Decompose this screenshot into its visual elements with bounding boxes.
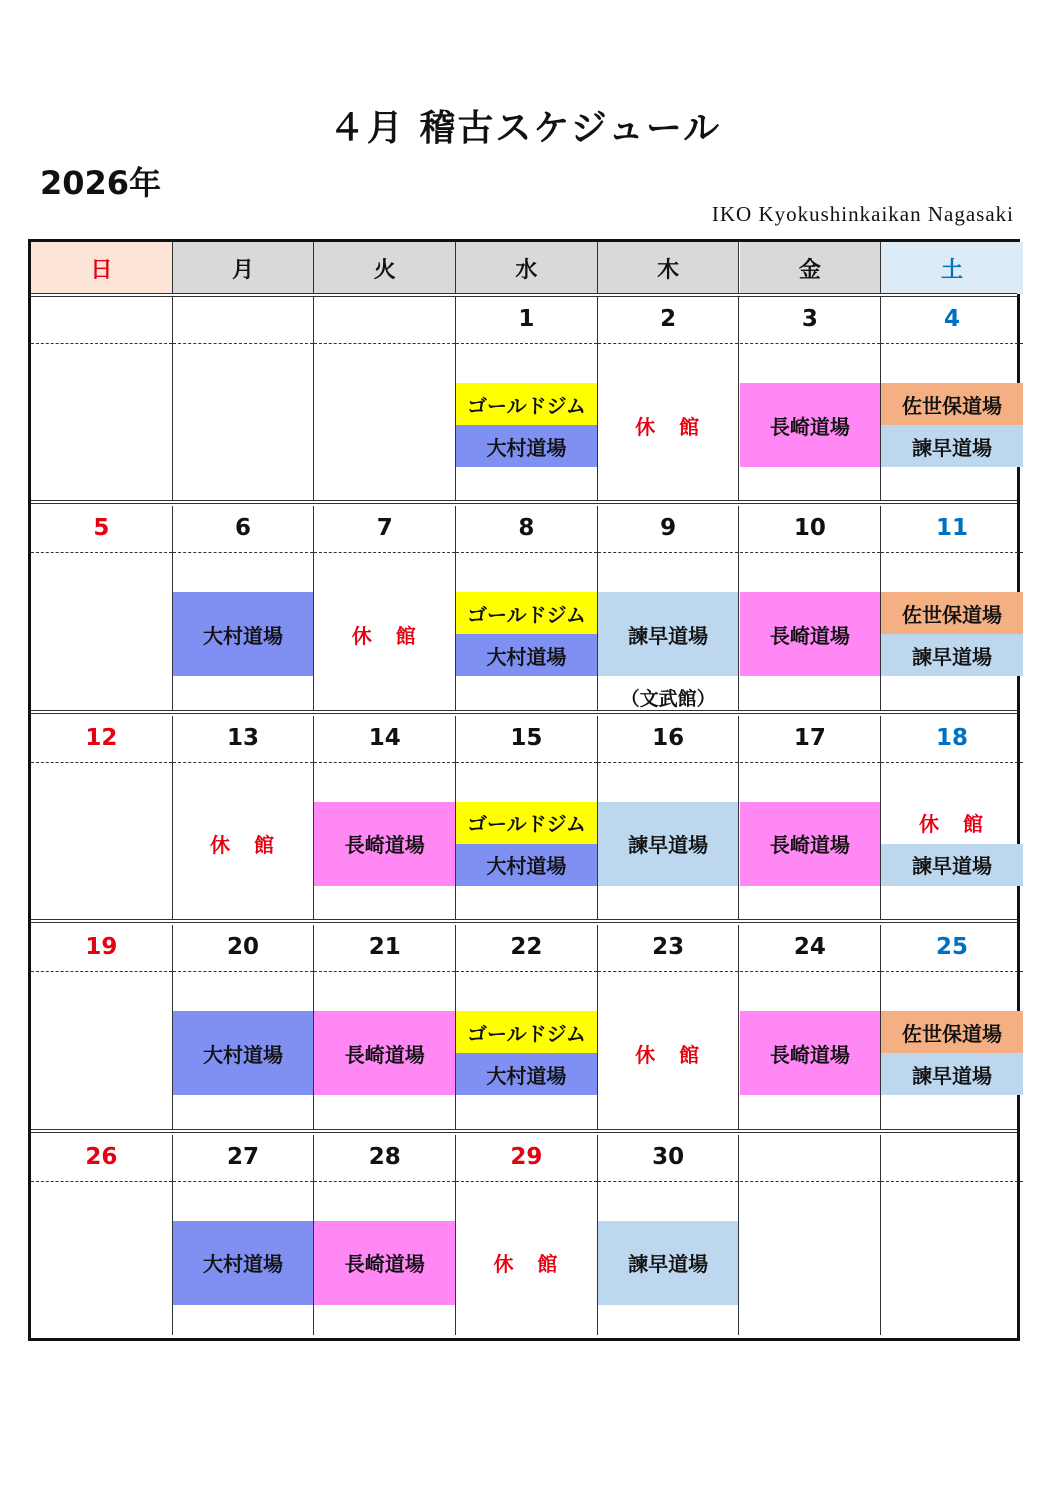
dojo-session: ゴールドジム <box>456 592 597 634</box>
dojo-session: 佐世保道場 <box>881 383 1023 425</box>
date-separator <box>314 971 455 972</box>
date-separator <box>598 1181 739 1182</box>
date-separator <box>173 1181 314 1182</box>
day-cell <box>31 925 173 1128</box>
day-cell <box>598 716 740 919</box>
day-cell <box>598 506 740 709</box>
dojo-session: 長崎道場 <box>740 802 881 886</box>
date-separator <box>31 343 172 344</box>
day-cell <box>31 297 173 500</box>
day-cell <box>456 506 598 709</box>
date-separator <box>456 343 597 344</box>
date-separator <box>740 762 881 763</box>
dojo-session: ゴールドジム <box>456 383 597 425</box>
day-number: 19 <box>85 934 118 961</box>
week-row <box>31 1135 1017 1344</box>
day-cell <box>881 925 1023 1128</box>
organization-name: IKO Kyokushinkaikan Nagasaki <box>711 202 1014 226</box>
day-number: 6 <box>235 515 252 542</box>
day-cell <box>598 297 740 500</box>
weekday-header: 日 <box>31 242 173 294</box>
date-separator <box>881 971 1023 972</box>
dojo-session: 諫早道場 <box>881 1053 1023 1095</box>
week-row <box>31 925 1017 1134</box>
date-separator <box>598 343 739 344</box>
day-cell <box>314 1135 456 1335</box>
day-cell <box>740 506 882 709</box>
day-number: 10 <box>793 515 826 542</box>
dojo-session: 諫早道場 <box>881 844 1023 886</box>
dojo-session: ゴールドジム <box>456 1011 597 1053</box>
day-cell <box>173 925 315 1128</box>
day-cell <box>173 506 315 709</box>
calendar-grid <box>28 239 1020 1341</box>
closed-label: 休 館 <box>351 623 418 648</box>
day-number: 23 <box>652 934 685 961</box>
day-cell <box>31 716 173 919</box>
dojo-session: 佐世保道場 <box>881 1011 1023 1053</box>
date-separator <box>314 343 455 344</box>
day-number: 11 <box>936 515 969 542</box>
day-number: 27 <box>227 1143 260 1170</box>
day-number: 17 <box>793 724 826 751</box>
date-separator <box>173 552 314 553</box>
day-number: 4 <box>944 306 961 332</box>
day-number: 8 <box>518 515 535 542</box>
day-number: 30 <box>652 1143 685 1170</box>
day-cell <box>31 506 173 709</box>
day-number: 13 <box>227 724 260 751</box>
day-number: 2 <box>660 306 677 332</box>
day-number: 21 <box>368 934 401 961</box>
dojo-session: 長崎道場 <box>740 383 881 467</box>
dojo-session: 大村道場 <box>456 844 597 886</box>
day-number: 29 <box>510 1143 543 1170</box>
day-cell <box>881 297 1023 500</box>
day-cell <box>881 1135 1023 1335</box>
day-cell <box>456 1135 598 1335</box>
day-cell <box>173 297 315 500</box>
dojo-session: 長崎道場 <box>740 1011 881 1095</box>
dojo-session: 長崎道場 <box>314 802 455 886</box>
date-separator <box>881 762 1023 763</box>
day-number: 20 <box>227 934 260 961</box>
date-separator <box>456 971 597 972</box>
dojo-session: 諫早道場 <box>598 1221 739 1305</box>
day-cell <box>456 297 598 500</box>
day-cell <box>456 716 598 919</box>
day-number: 3 <box>801 306 818 332</box>
closed-label: 休 館 <box>635 1042 702 1067</box>
dojo-session: 長崎道場 <box>740 592 881 676</box>
dojo-session: 長崎道場 <box>314 1011 455 1095</box>
day-number: 26 <box>85 1143 118 1170</box>
day-cell <box>173 1135 315 1335</box>
date-separator <box>31 1181 172 1182</box>
date-separator <box>881 343 1023 344</box>
closed-label: 休 館 <box>919 812 986 837</box>
dojo-session: 諫早道場 <box>598 802 739 886</box>
day-number: 16 <box>652 724 685 751</box>
day-cell <box>881 716 1023 919</box>
weekday-header: 月 <box>173 242 315 294</box>
date-separator <box>598 762 739 763</box>
day-number: 25 <box>936 934 969 961</box>
date-separator <box>881 1181 1023 1182</box>
day-cell <box>740 1135 882 1335</box>
day-number: 24 <box>793 934 826 961</box>
day-cell <box>740 716 882 919</box>
date-separator <box>740 1181 881 1182</box>
date-separator <box>740 971 881 972</box>
week-divider <box>31 710 1017 714</box>
dojo-session: 大村道場 <box>173 592 314 676</box>
week-row <box>31 716 1017 925</box>
date-separator <box>173 762 314 763</box>
weekday-header: 木 <box>598 242 740 294</box>
dojo-session: 大村道場 <box>173 1011 314 1095</box>
day-number: 28 <box>368 1143 401 1170</box>
page-title: ４月 稽古スケジュール <box>328 108 722 149</box>
day-cell <box>314 297 456 500</box>
day-number: 9 <box>660 515 677 542</box>
day-cell <box>740 925 882 1128</box>
day-cell <box>173 716 315 919</box>
week-row <box>31 297 1017 506</box>
date-separator <box>598 552 739 553</box>
day-cell <box>314 506 456 709</box>
date-separator <box>598 971 739 972</box>
date-separator <box>456 1181 597 1182</box>
dojo-session: 大村道場 <box>456 1053 597 1095</box>
date-separator <box>314 1181 455 1182</box>
day-cell <box>31 1135 173 1335</box>
date-separator <box>31 552 172 553</box>
week-divider <box>31 500 1017 504</box>
day-number: 22 <box>510 934 543 961</box>
closed-label: 休 館 <box>493 1252 560 1277</box>
date-separator <box>740 343 881 344</box>
weekday-header: 火 <box>314 242 456 294</box>
dojo-session: 佐世保道場 <box>881 592 1023 634</box>
day-number: 5 <box>93 515 110 542</box>
dojo-session: 諫早道場 <box>881 425 1023 467</box>
dojo-session: 諫早道場 <box>598 592 739 676</box>
closed-label: 休 館 <box>210 833 277 858</box>
week-divider <box>31 1129 1017 1133</box>
date-separator <box>456 552 597 553</box>
day-number: 14 <box>368 724 401 751</box>
dojo-session: 諫早道場 <box>881 634 1023 676</box>
date-separator <box>31 971 172 972</box>
date-separator <box>740 552 881 553</box>
day-cell <box>740 297 882 500</box>
week-divider <box>31 919 1017 923</box>
dojo-session: 大村道場 <box>456 634 597 676</box>
day-cell <box>881 506 1023 709</box>
weekday-header: 水 <box>456 242 598 294</box>
weekday-header: 金 <box>740 242 882 294</box>
day-cell <box>314 925 456 1128</box>
date-separator <box>881 552 1023 553</box>
day-cell <box>598 925 740 1128</box>
closed-label: 休 館 <box>635 414 702 439</box>
date-separator <box>314 552 455 553</box>
date-separator <box>173 971 314 972</box>
day-number: 18 <box>936 724 969 751</box>
day-cell <box>456 925 598 1128</box>
date-separator <box>31 762 172 763</box>
day-number: 1 <box>518 306 535 332</box>
date-separator <box>173 343 314 344</box>
day-cell <box>598 1135 740 1335</box>
dojo-session: 大村道場 <box>173 1221 314 1305</box>
week-row <box>31 506 1017 715</box>
day-cell <box>314 716 456 919</box>
weekday-header: 土 <box>881 242 1023 294</box>
year-label: 2026年 <box>40 164 162 202</box>
day-number: 12 <box>85 724 118 751</box>
venue-note: （文武館） <box>620 688 716 711</box>
day-number: 7 <box>376 515 393 542</box>
date-separator <box>314 762 455 763</box>
dojo-session: 長崎道場 <box>314 1221 455 1305</box>
dojo-session: ゴールドジム <box>456 802 597 844</box>
day-number: 15 <box>510 724 543 751</box>
date-separator <box>456 762 597 763</box>
dojo-session: 大村道場 <box>456 425 597 467</box>
